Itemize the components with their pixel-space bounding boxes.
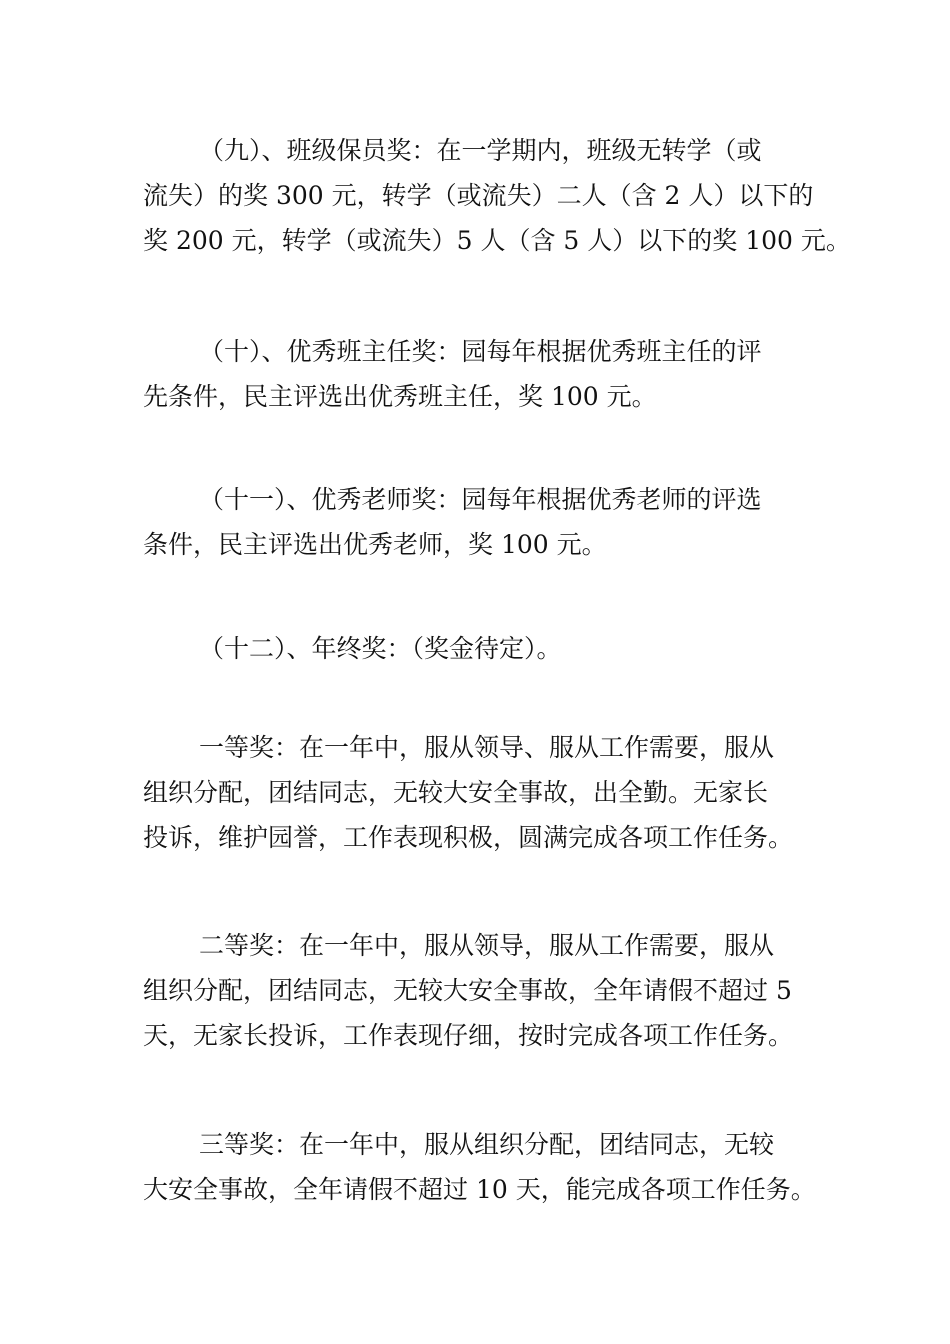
paragraph-line: （十一）、优秀老师奖：园每年根据优秀老师的评选: [199, 485, 762, 514]
paragraph-line: （十）、优秀班主任奖：园每年根据优秀班主任的评: [199, 337, 762, 366]
paragraph-excellent-head-teacher-award: [143, 329, 811, 419]
paragraph-class-retention-award: [143, 128, 851, 263]
paragraph-line: 奖 200 元，转学（或流失）5 人（含 5 人）以下的奖 100 元。: [143, 226, 851, 255]
paragraph-line: 天，无家长投诉，工作表现仔细，按时完成各项工作任务。: [143, 1021, 794, 1050]
paragraph-line: 三等奖：在一年中，服从组织分配，团结同志，无较: [199, 1130, 775, 1159]
paragraph-line: 二等奖：在一年中，服从领导，服从工作需要，服从: [199, 931, 775, 960]
paragraph-line: （九）、班级保员奖：在一学期内，班级无转学（或: [199, 136, 762, 165]
paragraph-line: 一等奖：在一年中，服从领导、服从工作需要，服从: [199, 733, 775, 762]
paragraph-line: 组织分配，团结同志，无较大安全事故，出全勤。无家长: [143, 778, 769, 807]
paragraph-excellent-teacher-award: [143, 477, 811, 567]
paragraph-first-prize: [143, 725, 811, 860]
paragraph-line: 大安全事故，全年请假不超过 10 天，能完成各项工作任务。: [143, 1175, 816, 1204]
paragraph-line: 流失）的奖 300 元，转学（或流失）二人（含 2 人）以下的: [143, 181, 814, 210]
paragraph-second-prize: [143, 923, 811, 1058]
paragraph-third-prize: [143, 1122, 816, 1212]
paragraph-line: 先条件，民主评选出优秀班主任，奖 100 元。: [143, 382, 657, 411]
paragraph-line: 组织分配，团结同志，无较大安全事故，全年请假不超过 5: [143, 976, 792, 1005]
paragraph-line: 条件，民主评选出优秀老师，奖 100 元。: [143, 530, 607, 559]
paragraph-year-end-award: [143, 626, 811, 671]
paragraph-line: （十二）、年终奖：（奖金待定）。: [199, 634, 562, 663]
paragraph-line: 投诉，维护园誉，工作表现积极，圆满完成各项工作任务。: [143, 823, 794, 852]
